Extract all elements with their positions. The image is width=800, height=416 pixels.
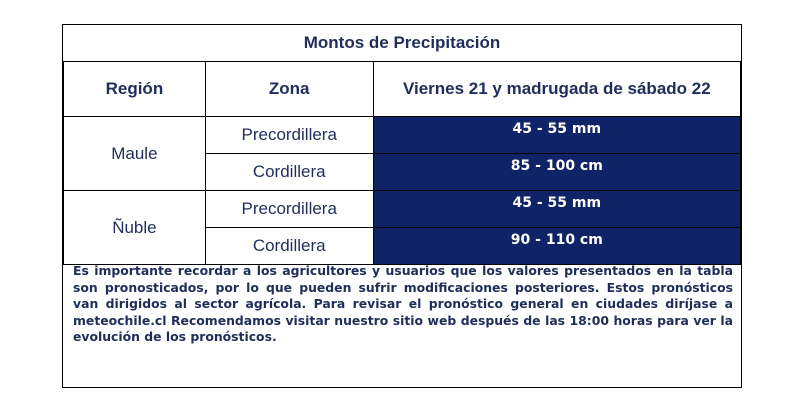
table-row xyxy=(64,117,741,154)
zona-cell: Precordillera xyxy=(205,117,373,154)
table-title: Montos de Precipitación xyxy=(64,25,741,62)
header-period: Viernes 21 y madrugada de sábado 22 xyxy=(373,62,740,117)
disclaimer-note xyxy=(73,263,733,346)
zona-cell: Cordillera xyxy=(205,154,373,191)
zona-cell: Precordillera xyxy=(205,191,373,228)
header-region: Región xyxy=(64,62,206,117)
precip-value: 85 - 100 cm xyxy=(373,154,740,191)
header-zona: Zona xyxy=(205,62,373,117)
precipitation-panel xyxy=(62,24,742,388)
region-maule: Maule xyxy=(64,117,206,191)
region-nuble: Ñuble xyxy=(64,191,206,265)
precip-value: 90 - 110 cm xyxy=(373,228,740,265)
zona-cell: Cordillera xyxy=(205,228,373,265)
precip-value: 45 - 55 mm xyxy=(373,191,740,228)
precip-value: 45 - 55 mm xyxy=(373,117,740,154)
table-row xyxy=(64,191,741,228)
precipitation-table xyxy=(63,25,741,265)
disclaimer-text: Es importante recordar a los agricultores y usuarios que los valores presentados en la tabla son pronosticados, por lo que pueden sufrir modificaciones posteriores. Estos pronósticos van dirigidos al sector agrícola. Para revisar el pronóstico general en ciudades diríjase a meteochile.cl Recomendamos visitar nuestro sitio web después de las 18:00 horas para ver la evolución de los pronósticos. xyxy=(73,263,733,344)
